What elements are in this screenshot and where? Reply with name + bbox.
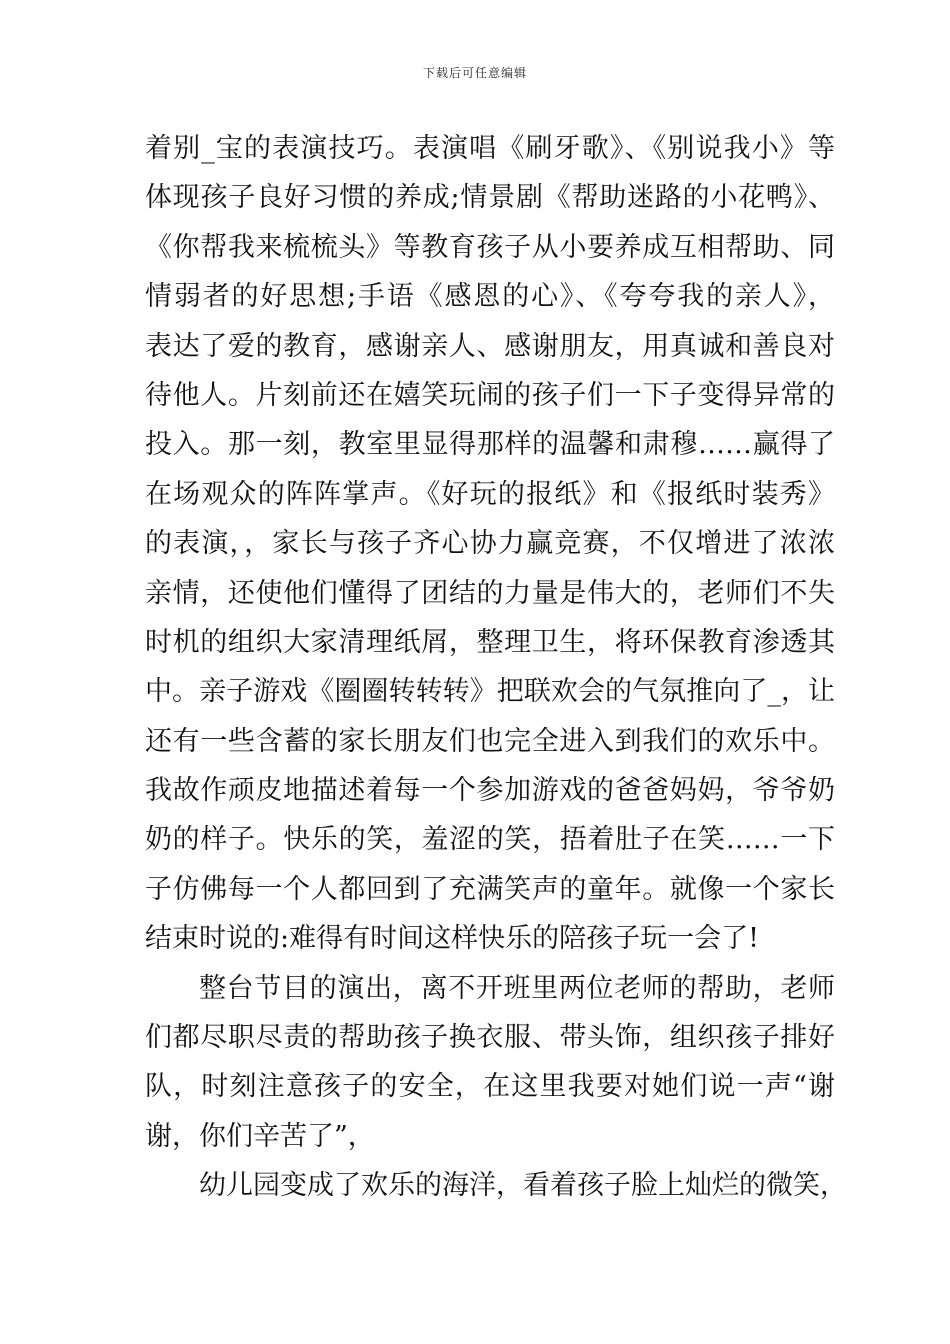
- text-line: 幼儿园变成了欢乐的海洋，看着孩子脸上灿烂的微笑，: [199, 1170, 847, 1202]
- text-line: 奶的样子。快乐的笑，羞涩的笑，捂着肚子在笑……一下: [145, 824, 835, 856]
- text-line: 整台节目的演出，离不开班里两位老师的帮助，老师: [199, 972, 835, 1004]
- document-body: [145, 124, 847, 1211]
- text-line: 《你帮我来梳梳头》等教育孩子从小要养成互相帮助、同: [145, 231, 835, 263]
- text-line: 子仿佛每一个人都回到了充满笑声的童年。就像一个家长: [145, 873, 835, 905]
- text-line: 的表演，，家长与孩子齐心协力赢竞赛，不仅增进了浓浓: [145, 528, 835, 560]
- text-line: 结束时说的:难得有时间这样快乐的陪孩子玩一会了!: [145, 923, 759, 955]
- text-line: 体现孩子良好习惯的养成;情景剧《帮助迷路的小花鸭》、: [145, 182, 835, 214]
- text-line: 亲情，还使他们懂得了团结的力量是伟大的，老师们不失: [145, 577, 835, 609]
- text-line: 表达了爱的教育，感谢亲人、感谢朋友，用真诚和善良对: [145, 330, 835, 362]
- text-line: 情弱者的好思想;手语《感恩的心》、《夸夸我的亲人》，: [145, 281, 835, 313]
- text-line: 中。亲子游戏《圈圈转转转》把联欢会的气氛推向了_，让: [145, 676, 835, 708]
- page-header: 下载后可任意编辑: [422, 66, 527, 80]
- text-line: 队，时刻注意孩子的安全，在这里我要对她们说一声“谢: [145, 1071, 835, 1103]
- text-line: 还有一些含蓄的家长朋友们也完全进入到我们的欢乐中。: [145, 725, 835, 757]
- text-line: 时机的组织大家清理纸屑，整理卫生，将环保教育渗透其: [145, 626, 835, 658]
- text-line: 谢，你们辛苦了”，: [145, 1120, 375, 1152]
- text-line: 在场观众的阵阵掌声。《好玩的报纸》和《报纸时装秀》: [145, 478, 835, 510]
- text-line: 着别_宝的表演技巧。表演唱《刷牙歌》、《别说我小》等: [145, 133, 835, 164]
- text-line: 投入。那一刻，教室里显得那样的温馨和肃穆……赢得了: [145, 429, 835, 461]
- text-line: 我故作顽皮地描述着每一个参加游戏的爸爸妈妈，爷爷奶: [145, 775, 835, 807]
- text-line: 待他人。片刻前还在嬉笑玩闹的孩子们一下子变得异常的: [145, 379, 835, 411]
- text-line: 们都尽职尽责的帮助孩子换衣服、带头饰，组织孩子排好: [145, 1022, 835, 1054]
